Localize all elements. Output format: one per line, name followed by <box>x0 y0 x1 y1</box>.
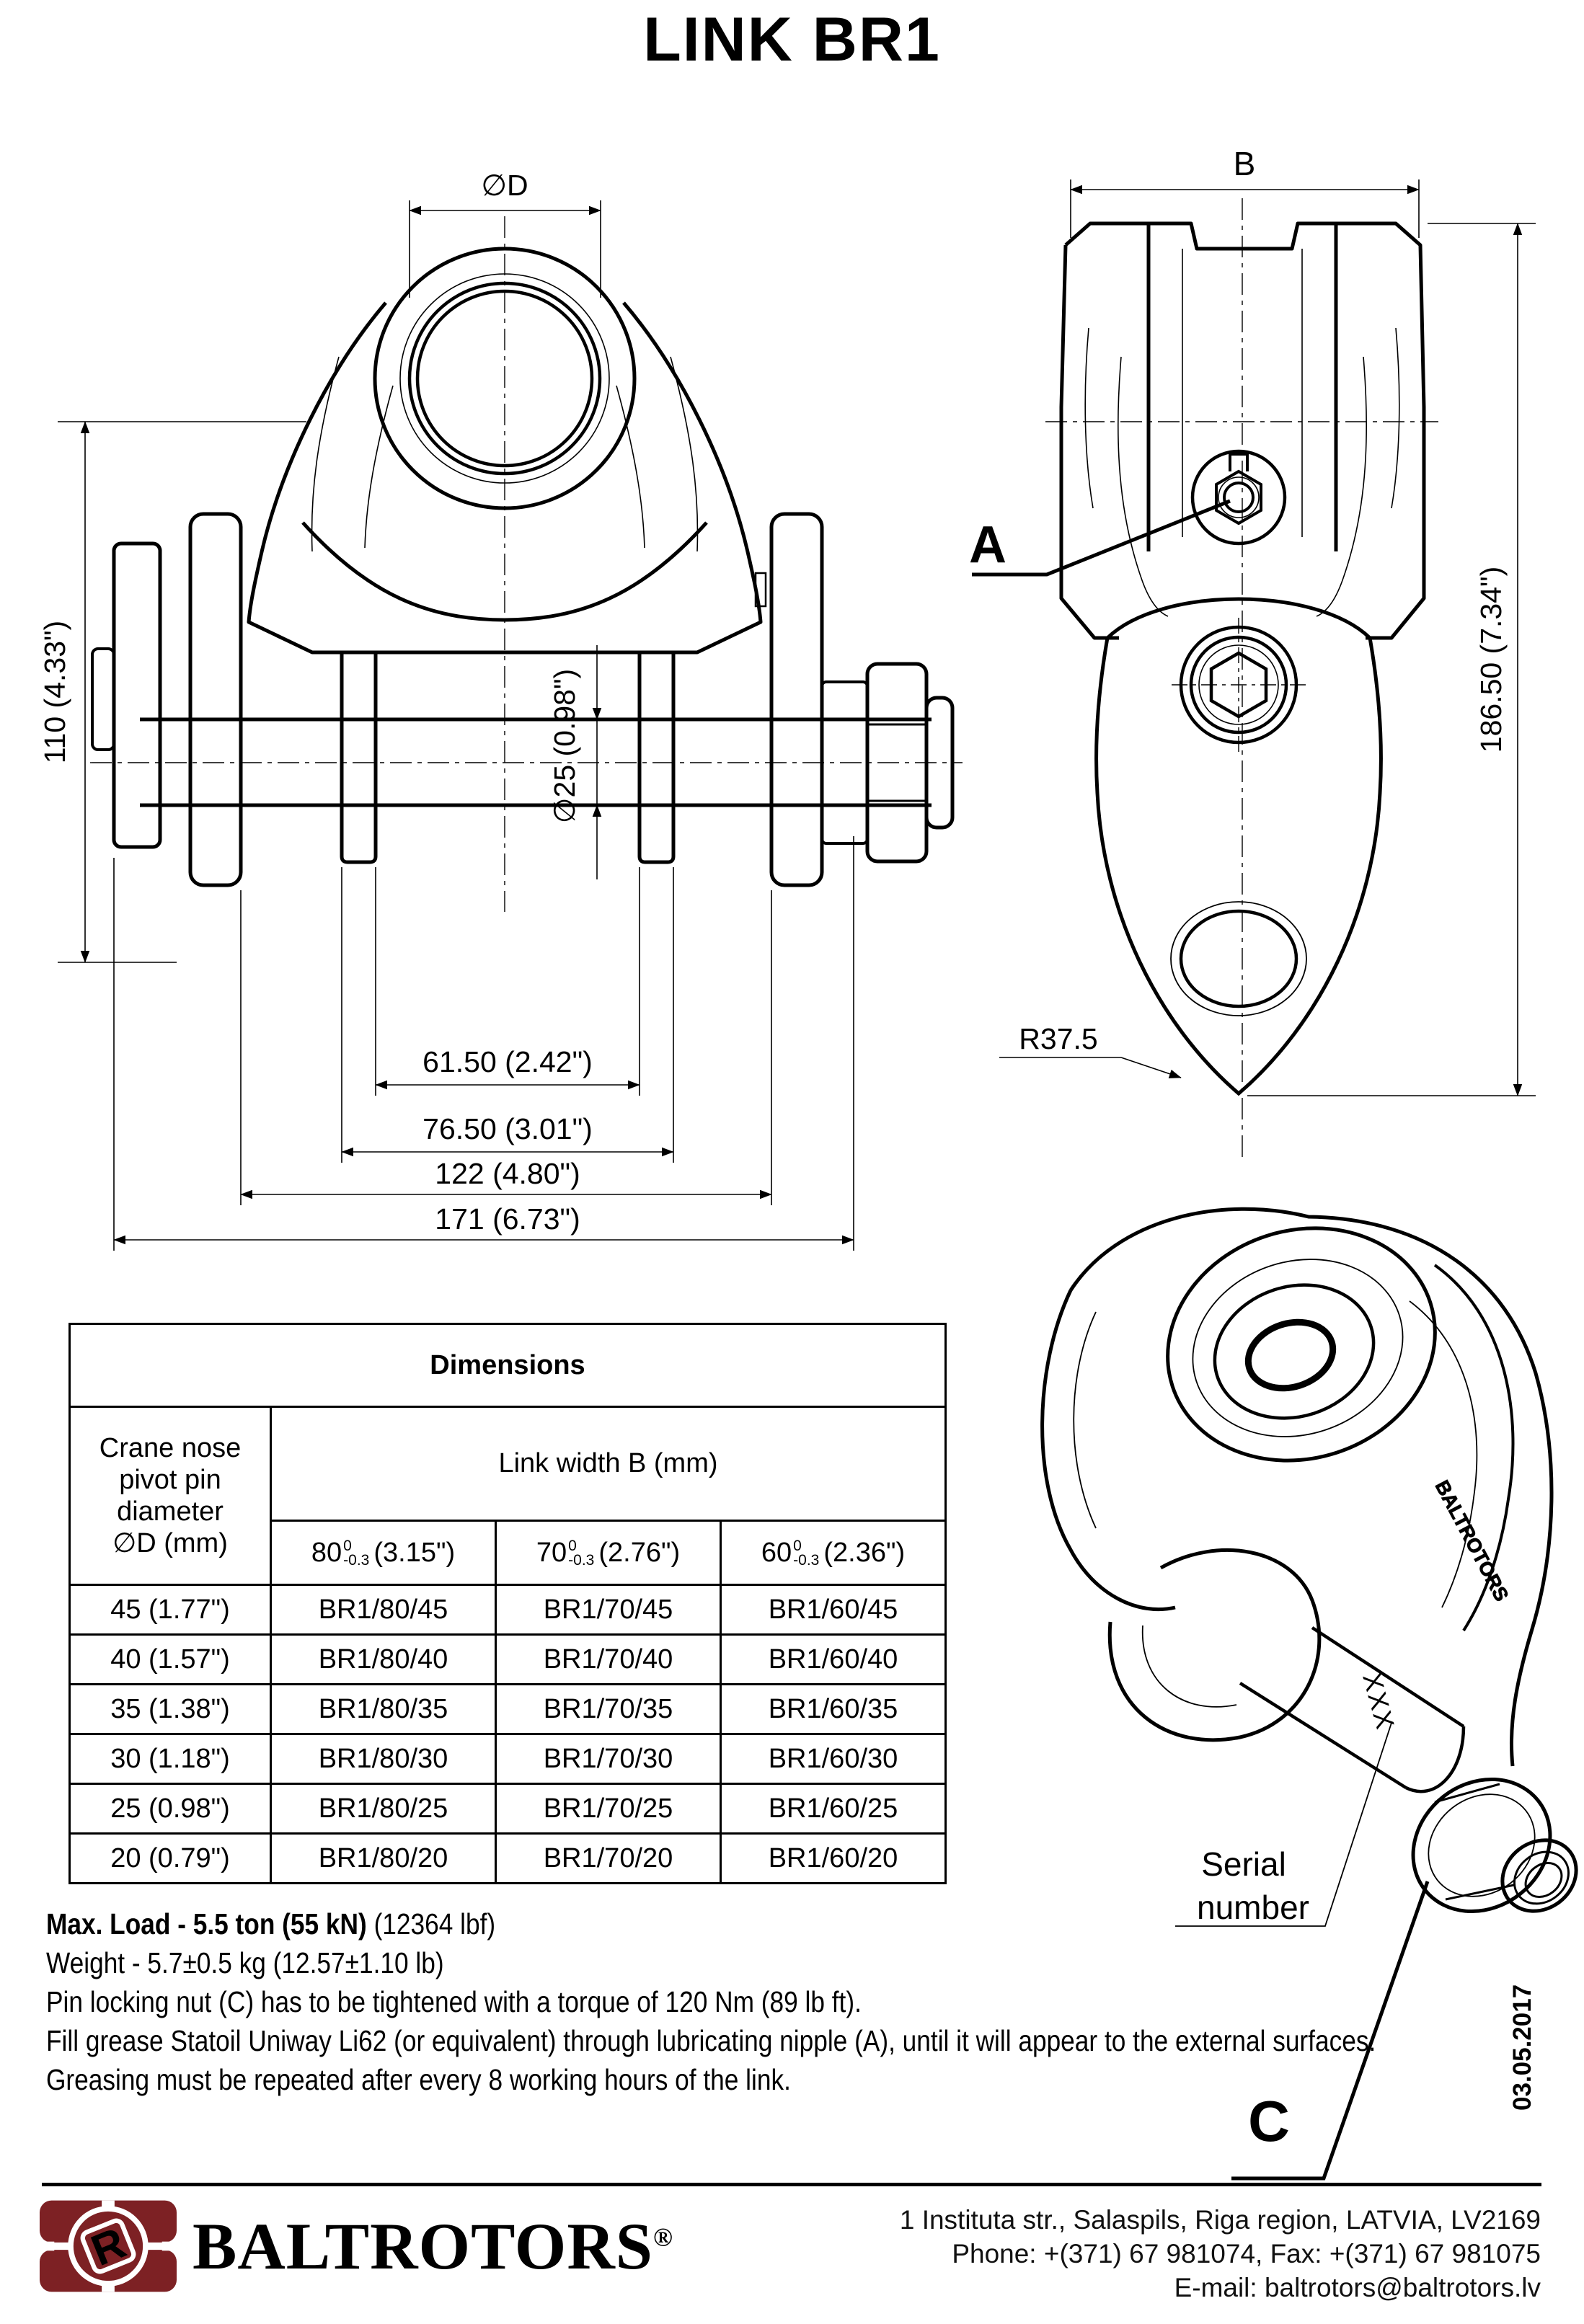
dim-label-7650: 76.50 (3.01") <box>422 1112 593 1145</box>
spec-max-load-rest: (12364 lbf) <box>373 1907 496 1941</box>
cell-model: BR1/60/35 <box>721 1685 946 1734</box>
table-header-row <box>70 1407 946 1521</box>
cell-d: 40 (1.57") <box>70 1635 271 1685</box>
dim-label-b: B <box>1233 145 1256 182</box>
revision-date: 03.05.2017 <box>1508 1984 1536 2111</box>
side-view-drawing <box>966 145 1557 1272</box>
spec-max-load <box>46 1904 1305 1943</box>
company-logo <box>40 2200 673 2292</box>
spec-block <box>46 1904 1510 2099</box>
column-header-70 <box>496 1521 721 1585</box>
table-row <box>70 1635 946 1685</box>
cell-model: BR1/60/45 <box>721 1585 946 1635</box>
tol-lower: -0.3 <box>343 1552 370 1569</box>
col-inches: (3.15") <box>373 1537 456 1568</box>
iso-ring-hole <box>1239 1312 1341 1399</box>
dim-label-r375: R37.5 <box>1019 1022 1098 1055</box>
leg-left <box>342 652 376 862</box>
bottom-hole-ring <box>1171 902 1306 1016</box>
table-row <box>70 1734 946 1784</box>
front-view-drawing <box>29 148 973 1272</box>
grease-nipple-stem <box>1230 454 1247 471</box>
table-row <box>70 1784 946 1834</box>
brand-text: BALTROTORS <box>193 2209 653 2283</box>
address-line: 1 Instituta str., Salaspils, Riga region, LATVIA, LV2169 <box>899 2205 1541 2235</box>
bottom-hole <box>1181 911 1296 1006</box>
serial-number-label-line1: Serial <box>1201 1845 1286 1883</box>
bolt-head <box>114 544 160 847</box>
tol-upper: 0 <box>793 1538 802 1555</box>
email-line: E-mail: baltrotors@baltrotors.lv <box>1174 2273 1541 2302</box>
table-group-header: Link width B (mm) <box>271 1407 946 1521</box>
dim-label-122: 122 (4.80") <box>435 1157 580 1190</box>
cell-model: BR1/70/45 <box>496 1585 721 1635</box>
logo-letter: R <box>84 2217 133 2276</box>
iso-lower-eye-inner <box>1143 1626 1236 1707</box>
dim-label-171: 171 (6.73") <box>435 1202 580 1236</box>
column-header-60 <box>721 1521 946 1585</box>
iso-slot-curve-thin <box>1410 1301 1477 1607</box>
cell-model: BR1/60/40 <box>721 1635 946 1685</box>
iso-ring-mid <box>1169 1233 1426 1463</box>
paddle-outline <box>1097 638 1381 1094</box>
dim-ext <box>58 422 306 962</box>
spec-max-load-bold: Max. Load - 5.5 ton (55 kN) <box>46 1907 367 1941</box>
phone-line: Phone: +(371) 67 981074, Fax: +(371) 67 981075 <box>952 2239 1541 2268</box>
dim-ext <box>1071 179 1419 238</box>
footer-divider <box>42 2183 1541 2186</box>
tol-lower: -0.3 <box>568 1552 595 1569</box>
bolt-tip <box>92 649 114 750</box>
washer-right <box>771 514 822 885</box>
col-value: 60 <box>761 1537 792 1568</box>
cell-d: 20 (0.79") <box>70 1834 271 1884</box>
claw-detail <box>1085 328 1093 508</box>
cell-model: BR1/70/25 <box>496 1784 721 1834</box>
iso-engraving-brand: BALTROTORS <box>1430 1476 1513 1605</box>
column-header-80 <box>271 1521 496 1585</box>
cell-model: BR1/60/25 <box>721 1784 946 1834</box>
tol-upper: 0 <box>568 1538 577 1555</box>
view-label-c: C <box>1248 2089 1290 2153</box>
claw-detail <box>1317 357 1366 616</box>
cell-d: 35 (1.38") <box>70 1685 271 1734</box>
spec-torque: Pin locking nut (C) has to be tightened with a torque of 120 Nm (89 lb ft). <box>46 1985 862 2018</box>
spec-weight: Weight - 5.7±0.5 kg (12.57±1.10 lb) <box>46 1946 444 1979</box>
leg-right <box>640 652 673 862</box>
dim-label-25: ∅25 (0.98") <box>548 668 581 824</box>
view-label-a: A <box>969 516 1006 574</box>
dim-label-d: ∅D <box>481 169 528 202</box>
cell-model: BR1/80/20 <box>271 1834 496 1884</box>
web-line <box>311 357 339 551</box>
iso-left-lobe <box>1043 1290 1175 1610</box>
cell-model: BR1/70/40 <box>496 1635 721 1685</box>
iso-marking-xxx: XXX <box>1357 1669 1401 1734</box>
dim-label-6150: 61.50 (2.42") <box>422 1045 593 1078</box>
washer-left <box>190 514 241 885</box>
rowhead-symbol: ∅D (mm) <box>112 1528 228 1558</box>
cell-d: 25 (0.98") <box>70 1784 271 1834</box>
cell-model: BR1/60/20 <box>721 1834 946 1884</box>
tol-lower: -0.3 <box>793 1552 820 1569</box>
leader-r <box>1121 1057 1181 1078</box>
serial-number-label-line2: number <box>1197 1889 1309 1926</box>
grease-nipple-hole <box>1224 483 1253 512</box>
page-title: LINK BR1 <box>643 5 941 74</box>
table-row <box>70 1585 946 1635</box>
iso-left-lobe-inner <box>1074 1312 1096 1528</box>
grease-nipple-outer <box>1193 451 1285 544</box>
spec-greasing: Greasing must be repeated after every 8 working hours of the link. <box>46 2063 791 2096</box>
table-title: Dimensions <box>70 1324 946 1407</box>
registered-mark: ® <box>652 2222 673 2252</box>
baltrotors-logo-icon <box>40 2200 177 2292</box>
table-rowhead-cell <box>70 1407 271 1585</box>
brand-name <box>193 2208 673 2284</box>
cell-d: 30 (1.18") <box>70 1734 271 1784</box>
cell-model: BR1/80/35 <box>271 1685 496 1734</box>
table-row <box>70 1685 946 1734</box>
table-row <box>70 1834 946 1884</box>
col-tolerance <box>568 1539 594 1568</box>
spec-grease: Fill grease Statoil Uniway Li62 (or equivalent) through lubricating nipple (A), until it will appear to the external surfaces. <box>46 2024 1376 2057</box>
cell-model: BR1/70/20 <box>496 1834 721 1884</box>
col-inches: (2.76") <box>598 1537 681 1568</box>
cell-model: BR1/80/45 <box>271 1585 496 1635</box>
iso-pin-shaft <box>1240 1628 1464 1788</box>
cell-model: BR1/80/25 <box>271 1784 496 1834</box>
web-line <box>671 357 698 551</box>
dim-label-110: 110 (4.33") <box>38 620 71 764</box>
col-tolerance <box>343 1539 369 1568</box>
col-value: 70 <box>536 1537 567 1568</box>
cell-model: BR1/70/35 <box>496 1685 721 1734</box>
cell-model: BR1/70/30 <box>496 1734 721 1784</box>
cell-model: BR1/80/40 <box>271 1635 496 1685</box>
cell-d: 45 (1.77") <box>70 1585 271 1635</box>
leader-a <box>972 501 1230 575</box>
iso-pin-end <box>1406 1726 1464 1791</box>
table-title-row <box>70 1324 946 1407</box>
claw-detail <box>1118 357 1168 616</box>
dimensions-table <box>68 1323 947 1884</box>
claw-detail <box>1391 328 1399 508</box>
col-inches: (2.36") <box>823 1537 906 1568</box>
col-tolerance <box>793 1539 819 1568</box>
tol-upper: 0 <box>343 1538 352 1555</box>
cell-model: BR1/60/30 <box>721 1734 946 1784</box>
col-value: 80 <box>311 1537 342 1568</box>
rowhead-text: Crane nose pivot pin diameter <box>99 1433 242 1527</box>
cell-model: BR1/80/30 <box>271 1734 496 1784</box>
dim-label-18650: 186.50 (7.34") <box>1474 566 1508 753</box>
contact-block <box>900 2203 1541 2305</box>
